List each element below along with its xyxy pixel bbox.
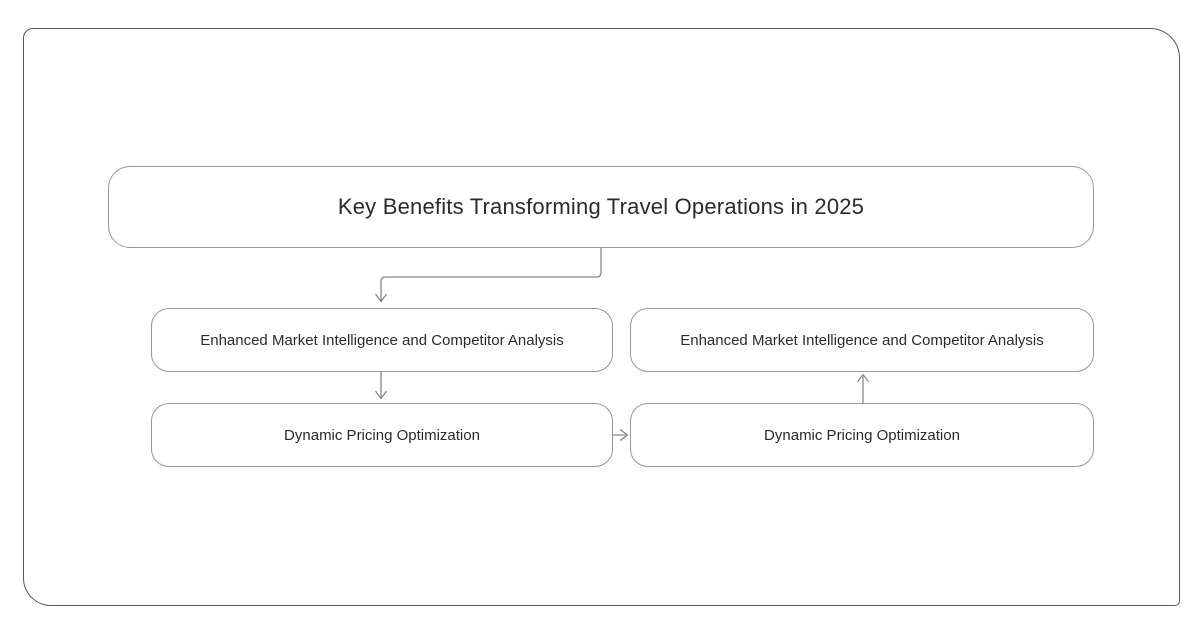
node-enhanced-market-right bbox=[630, 308, 1094, 372]
node-dynamic-pricing-left bbox=[151, 403, 613, 467]
node-label: Enhanced Market Intelligence and Competitor Analysis bbox=[680, 331, 1044, 349]
node-label: Dynamic Pricing Optimization bbox=[284, 426, 480, 444]
node-label: Enhanced Market Intelligence and Competitor Analysis bbox=[200, 331, 564, 349]
node-label: Dynamic Pricing Optimization bbox=[764, 426, 960, 444]
node-dynamic-pricing-right bbox=[630, 403, 1094, 467]
node-diagram-title bbox=[108, 166, 1094, 248]
node-enhanced-market-left bbox=[151, 308, 613, 372]
diagram-title-label: Key Benefits Transforming Travel Operations in 2025 bbox=[337, 194, 865, 219]
